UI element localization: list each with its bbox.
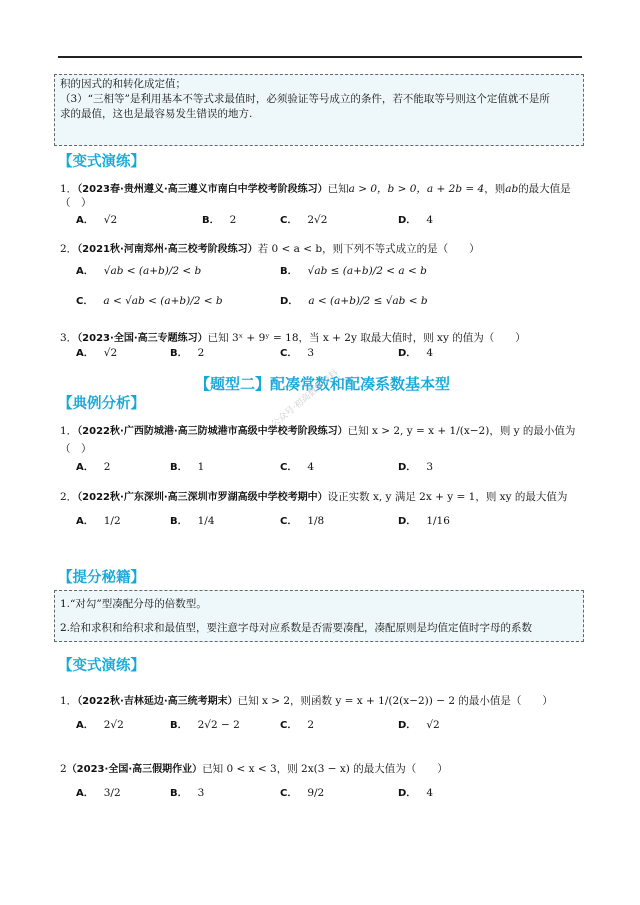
question-2: 2．（2021秋·河南郑州·高三校考阶段练习）若 0 < a < b，则下列不等式成立的是（ ）	[60, 243, 480, 255]
q5-option-b[interactable]: B． 1/4	[170, 515, 215, 527]
q7-option-d[interactable]: D． 4	[398, 787, 433, 799]
q6-option-b[interactable]: B． 2√2 − 2	[170, 719, 240, 731]
question-4-blank: （ ）	[60, 443, 92, 455]
q2-option-a[interactable]: A． √ab < (a+b)/2 < b	[76, 265, 202, 277]
header-rule	[58, 56, 582, 58]
question-2-source: （2021秋·河南郑州·高三校考阶段练习）	[77, 244, 258, 255]
question-1-condition: a > 0，b > 0，a + 2b = 4	[348, 183, 485, 195]
section-tifen: 【提分秘籍】	[58, 570, 145, 586]
q4-option-a[interactable]: A． 2	[76, 461, 111, 473]
q5-option-d[interactable]: D． 1/16	[398, 515, 450, 527]
q4-option-d[interactable]: D． 3	[398, 461, 433, 473]
q3-option-a[interactable]: A． √2	[76, 347, 118, 359]
q1-option-c[interactable]: C． 2√2	[280, 214, 328, 226]
question-5: 2．（2022秋·广东深圳·高三深圳市罗湖高级中学校考期中）设正实数 x, y 满足 2x + y = 1，则 xy 的最大值为	[60, 491, 568, 503]
tip1-line1: 积的因式的和转化成定值；	[60, 78, 186, 90]
q1-option-b[interactable]: B． 2	[202, 214, 237, 226]
q3-option-b[interactable]: B． 2	[170, 347, 205, 359]
question-1: 1．（2023春·贵州遵义·高三遵义市南白中学校考阶段练习）已知a > 0，b > 0，a + 2b = 4，则ab的最大值是	[60, 183, 571, 195]
question-5-source: （2022秋·广东深圳·高三深圳市罗湖高级中学校考期中）	[77, 492, 328, 503]
question-1-blank: （ ）	[60, 197, 92, 209]
tip1-line2: （3）“三相等”是利用基本不等式求最值时，必须验证等号成立的条件，若不能取等号则这个定值就不是所	[60, 93, 550, 105]
question-1-source: （2023春·贵州遵义·高三遵义市南白中学校考阶段练习）	[77, 184, 328, 195]
q2-option-d[interactable]: D． a < (a+b)/2 ≤ √ab < b	[280, 295, 428, 307]
question-4-source: （2022秋·广西防城港·高三防城港市高级中学校考阶段练习）	[77, 426, 348, 437]
q6-option-c[interactable]: C． 2	[280, 719, 315, 731]
q6-option-d[interactable]: D． √2	[398, 719, 440, 731]
q1-option-a[interactable]: A． √2	[76, 214, 118, 226]
tip1-line3: 求的最值，这也是最容易发生错误的地方.	[60, 108, 253, 120]
question-3: 3．（2023·全国·高三专题练习）已知 3ˣ + 9ʸ = 18，当 x + 2y 取最大值时，则 xy 的值为（ ）	[60, 332, 526, 344]
q7-option-a[interactable]: A． 3/2	[76, 787, 121, 799]
tip2-line2: 2.给和求积和给积求和最值型，要注意字母对应系数是否需要凑配，凑配原则是均值定值时字母的系数	[60, 622, 533, 634]
topic-2-title: 【题型二】配凑常数和配凑系数基本型	[195, 375, 451, 393]
q5-option-c[interactable]: C． 1/8	[280, 515, 325, 527]
q6-option-a[interactable]: A． 2√2	[76, 719, 124, 731]
q2-option-b[interactable]: B． √ab ≤ (a+b)/2 < a < b	[280, 265, 427, 277]
question-3-source: （2023·全国·高三专题练习）	[77, 333, 208, 344]
question-4: 1．（2022秋·广西防城港·高三防城港市高级中学校考阶段练习）已知 x > 2, y = x + 1/(x−2)，则 y 的最小值为	[60, 425, 576, 437]
q4-option-b[interactable]: B． 1	[170, 461, 205, 473]
q3-option-c[interactable]: C． 3	[280, 347, 315, 359]
q2-option-c[interactable]: C． a < √ab < (a+b)/2 < b	[76, 295, 223, 307]
question-7: 2（2023·全国·高三假期作业）已知 0 < x < 3，则 2x(3 − x) 的最大值为（ ）	[60, 763, 448, 775]
q7-option-b[interactable]: B． 3	[170, 787, 205, 799]
tip2-line1: 1.“对勾”型凑配分母的倍数型。	[60, 598, 207, 610]
q1-option-d[interactable]: D． 4	[398, 214, 433, 226]
q3-option-d[interactable]: D． 4	[398, 347, 433, 359]
section-dianli: 【典例分析】	[58, 396, 145, 412]
question-7-source: （2023·全国·高三假期作业）	[66, 764, 203, 775]
section-bianshi-1: 【变式演练】	[58, 154, 145, 170]
question-6: 1．（2022秋·吉林延边·高三统考期末）已知 x > 2，则函数 y = x + 1/(2(x−2)) − 2 的最小值是（ ）	[60, 695, 553, 707]
q7-option-c[interactable]: C． 9/2	[280, 787, 325, 799]
q4-option-c[interactable]: C． 4	[280, 461, 315, 473]
watermark: 公众号·初高数学资料	[269, 368, 341, 430]
question-6-source: （2022秋·吉林延边·高三统考期末）	[77, 696, 238, 707]
section-bianshi-2: 【变式演练】	[58, 658, 145, 674]
q5-option-a[interactable]: A． 1/2	[76, 515, 121, 527]
